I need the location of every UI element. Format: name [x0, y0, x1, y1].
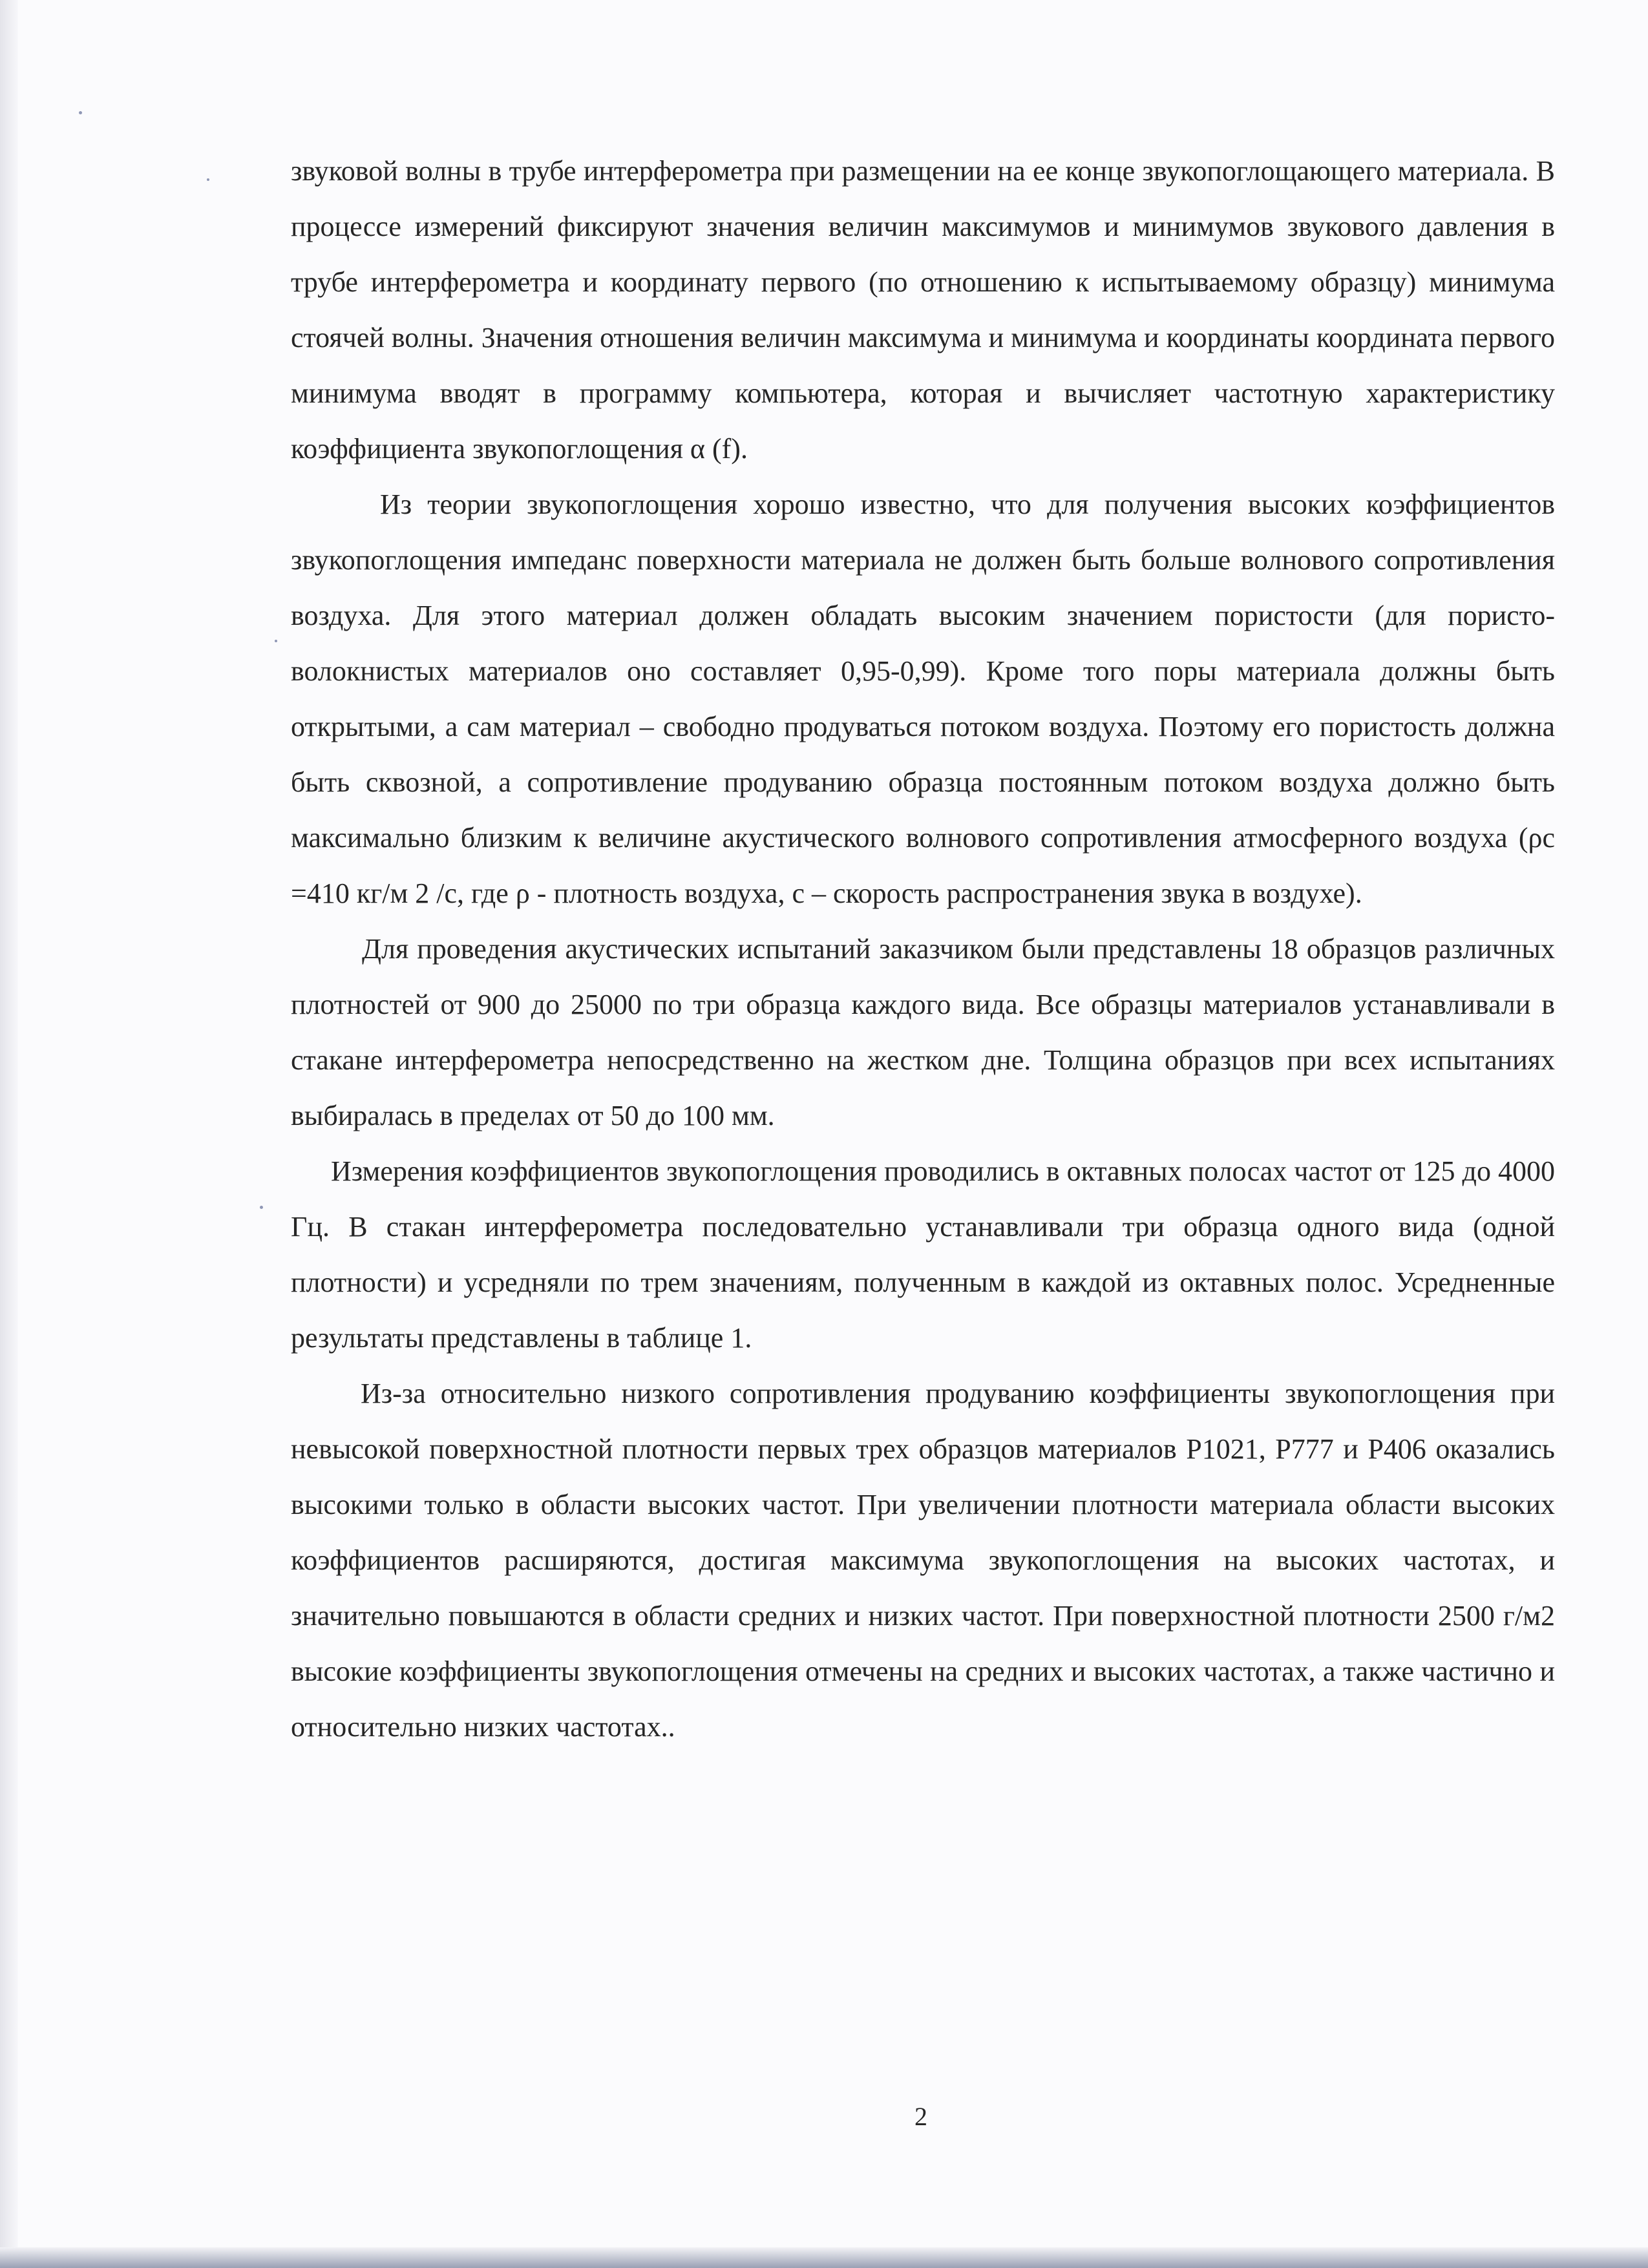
paragraph-absorption-theory: Из теории звукопоглощения хорошо известно, что для получения высоких коэффициентов звукопоглощения импеданс поверхности материала не должен быть больше волнового сопротивления воздуха. Для этого материал должен обладать высоким значением пористости (для пористо-волокнистых материалов оно составляет 0,95-0,99). Кроме того поры материала должны быть открытыми, а сам материал – свободно продуваться потоком воздуха. Поэтому его пористость должна быть сквозной, а сопротивление продуванию образца постоянным потоком воздуха должно быть максимально близким к величине акустического волнового сопротивления атмосферного воздуха (ρc =410 кг/м 2 /c, где ρ - плотность воздуха, c – скорость распространения звука в воздухе).	[291, 488, 1555, 909]
page-number: 2	[914, 2102, 927, 2131]
body-text	[291, 143, 1555, 1755]
scan-speck	[275, 640, 277, 642]
scan-left-edge	[0, 0, 18, 2268]
paragraph-measurement-method: звуковой волны в трубе интерферометра при размещении на ее конце звукопоглощающего материала. В процессе измерений фиксируют значения величин максимумов и минимумов звукового давления в трубе интерферометра и координату первого (по отношению к испытываемому образцу) минимума стоячей волны. Значения отношения величин максимума и минимума и координаты координата первого минимума вводят в программу компьютера, которая и вычисляет частотную характеристику коэффициента звукопоглощения α (f).	[291, 155, 1555, 465]
paragraph-test-samples: Для проведения акустических испытаний заказчиком были представлены 18 образцов различных плотностей от 900 до 25000 по три образца каждого вида. Все образцы материалов устанавливали в стакане интерферометра непосредственно на жестком дне. Толщина образцов при всех испытаниях выбиралась в пределах от 50 до 100 мм.	[291, 933, 1555, 1131]
scan-speck	[79, 111, 82, 114]
scan-speck	[207, 178, 209, 181]
scan-bottom-edge	[0, 2247, 1648, 2268]
paragraph-results-discussion: Из-за относительно низкого сопротивления продуванию коэффициенты звукопоглощения при невысокой поверхностной плотности первых трех образцов материалов P1021, P777 и P406 оказались высокими только в области высоких частот. При увеличении плотности материала области высоких коэффициентов расширяются, достигая максимума звукопоглощения на высоких частотах, и значительно повышаются в области средних и низких частот. При поверхностной плотности 2500 г/м2 высокие коэффициенты звукопоглощения отмечены на средних и высоких частотах, а также частично и относительно низких частотах..	[291, 1378, 1555, 1743]
scan-speck	[260, 1206, 263, 1209]
paragraph-octave-measurements: Измерения коэффициентов звукопоглощения проводились в октавных полосах частот от 125 до 4000 Гц. В стакан интерферометра последовательно устанавливали три образца одного вида (одной плотности) и усредняли по трем значениям, полученным в каждой из октавных полос. Усредненные результаты представлены в таблице 1.	[291, 1155, 1555, 1354]
